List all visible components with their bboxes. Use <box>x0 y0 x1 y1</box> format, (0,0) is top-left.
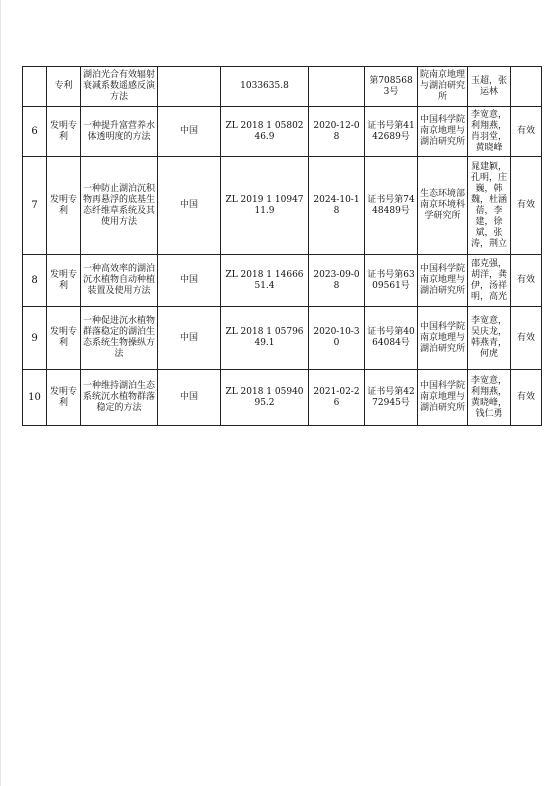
table-row <box>23 67 542 107</box>
patent-number: ZL 2018 1 0580246.9 <box>221 107 309 157</box>
patent-status: 有效 <box>511 255 542 307</box>
patent-status: 有效 <box>511 307 542 370</box>
patent-status: 有效 <box>511 157 542 255</box>
grant-date: 2020-12-08 <box>309 107 365 157</box>
certificate-number: 证书号第4142689号 <box>365 107 418 157</box>
patent-number: 1033635.8 <box>221 67 309 107</box>
certificate-number: 证书号第7448489号 <box>365 157 418 255</box>
table-body <box>23 67 542 426</box>
patent-owner: 中国科学院南京地理与湖泊研究所 <box>418 307 468 370</box>
patent-name: 一种促进沉水植物群落稳定的湖泊生态系统生物操纵方法 <box>81 307 158 370</box>
certificate-number: 证书号第4272945号 <box>365 370 418 426</box>
row-number <box>23 67 47 107</box>
row-number: 9 <box>23 307 47 370</box>
patent-country: 中国 <box>158 157 221 255</box>
inventors: 玉超，张运林 <box>468 67 511 107</box>
table-row <box>23 370 542 426</box>
patent-name: 一种防止湖泊沉积物再悬浮的底基生态纤维草系统及其使用方法 <box>81 157 158 255</box>
patent-type: 发明专利 <box>47 255 81 307</box>
row-number: 8 <box>23 255 47 307</box>
table-row <box>23 157 542 255</box>
row-number: 10 <box>23 370 47 426</box>
table-row <box>23 307 542 370</box>
table-row <box>23 255 542 307</box>
patent-number: ZL 2018 1 0594095.2 <box>221 370 309 426</box>
grant-date: 2021-02-26 <box>309 370 365 426</box>
patent-name: 一种高效率的湖泊沉水植物自动种植装置及使用方法 <box>81 255 158 307</box>
grant-date <box>309 67 365 107</box>
table-row <box>23 107 542 157</box>
patent-owner: 中国科学院南京地理与湖泊研究所 <box>418 370 468 426</box>
inventors: 晁建颖，孔明，庄巍，韩魏，杜涵蓓，李建，徐斌，张涛，荆立 <box>468 157 511 255</box>
patent-owner: 生态环境部南京环境科学研究所 <box>418 157 468 255</box>
row-number: 7 <box>23 157 47 255</box>
patent-number: ZL 2018 1 0579649.1 <box>221 307 309 370</box>
patent-table <box>22 66 542 426</box>
patent-type: 发明专利 <box>47 157 81 255</box>
patent-type: 发明专利 <box>47 107 81 157</box>
patent-number: ZL 2019 1 1094711.9 <box>221 157 309 255</box>
patent-country: 中国 <box>158 107 221 157</box>
patent-type: 专利 <box>47 67 81 107</box>
patent-status <box>511 67 542 107</box>
patent-status: 有效 <box>511 370 542 426</box>
patent-number: ZL 2018 1 1466651.4 <box>221 255 309 307</box>
patent-country: 中国 <box>158 307 221 370</box>
patent-owner: 院南京地理与湖泊研究所 <box>418 67 468 107</box>
certificate-number: 第7085683号 <box>365 67 418 107</box>
inventors: 李宽意，利翔燕，肖羽堂，黄晓峰 <box>468 107 511 157</box>
patent-owner: 中国科学院南京地理与湖泊研究所 <box>418 255 468 307</box>
patent-name: 一种维持湖泊生态系统沉水植物群落稳定的方法 <box>81 370 158 426</box>
patent-type: 发明专利 <box>47 370 81 426</box>
inventors: 邵克强，胡洋，龚伊，汤祥明，高光 <box>468 255 511 307</box>
patent-country: 中国 <box>158 255 221 307</box>
patent-country: 中国 <box>158 370 221 426</box>
patent-name: 湖泊光合有效辐射衰减系数遥感反演方法 <box>81 67 158 107</box>
inventors: 李宽意，吴庆龙，韩燕青，何虎 <box>468 307 511 370</box>
patent-name: 一种提升富营养水体透明度的方法 <box>81 107 158 157</box>
certificate-number: 证书号第6309561号 <box>365 255 418 307</box>
patent-owner: 中国科学院南京地理与湖泊研究所 <box>418 107 468 157</box>
grant-date: 2020-10-30 <box>309 307 365 370</box>
patent-type: 发明专利 <box>47 307 81 370</box>
grant-date: 2024-10-18 <box>309 157 365 255</box>
inventors: 李宽意，利翔燕，黄晓峰，钱仁勇 <box>468 370 511 426</box>
patent-status: 有效 <box>511 107 542 157</box>
patent-country <box>158 67 221 107</box>
certificate-number: 证书号第4064084号 <box>365 307 418 370</box>
row-number: 6 <box>23 107 47 157</box>
grant-date: 2023-09-08 <box>309 255 365 307</box>
